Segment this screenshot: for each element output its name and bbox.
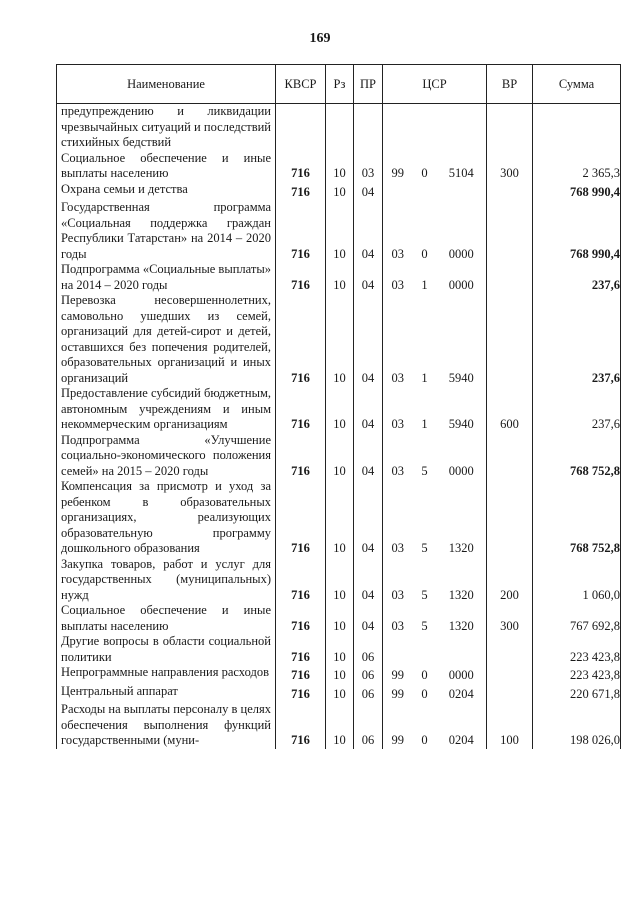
cell-kvsr: 716 xyxy=(276,634,326,665)
cell-vr xyxy=(487,104,533,151)
cell-name xyxy=(57,665,276,684)
cell-vr: 600 xyxy=(487,386,533,433)
cell-csr3: 1320 xyxy=(437,603,487,634)
cell-name xyxy=(57,557,276,604)
cell-csr3: 0000 xyxy=(437,262,487,293)
cell-kvsr: 716 xyxy=(276,684,326,703)
cell-rz: 10 xyxy=(326,293,354,386)
cell-kvsr: 716 xyxy=(276,386,326,433)
cell-csr3 xyxy=(437,634,487,665)
cell-kvsr: 716 xyxy=(276,479,326,557)
table-row xyxy=(57,182,621,201)
cell-csr2: 1 xyxy=(421,370,428,385)
cell-name xyxy=(57,684,276,703)
row-name-text: Подпрограмма «Социальные выплаты» на 2014 – 2020 годы xyxy=(61,262,271,292)
row-name-text: Социальное обеспечение и иные выплаты населению xyxy=(61,150,271,180)
cell-name xyxy=(57,479,276,557)
header-kvsr: КВСР xyxy=(276,65,326,104)
cell-csr3: 5940 xyxy=(437,293,487,386)
cell-csr2: 0 xyxy=(421,686,428,701)
cell-csr2: 1 xyxy=(421,417,428,431)
cell-rz: 10 xyxy=(326,200,354,262)
cell-kvsr: 716 xyxy=(276,262,326,293)
cell-sum: 768 752,8 xyxy=(533,479,621,557)
cell-csr2 xyxy=(413,104,437,151)
cell-sum: 223 423,8 xyxy=(533,665,621,684)
cell-vr: 300 xyxy=(487,151,533,182)
cell-rz: 10 xyxy=(326,262,354,293)
header-csr: ЦСР xyxy=(383,65,487,104)
cell-pr: 06 xyxy=(354,684,383,703)
cell-csr3: 0000 xyxy=(437,200,487,262)
cell-pr: 04 xyxy=(354,293,383,386)
cell-csr2: 5 xyxy=(421,541,428,555)
cell-csr1 xyxy=(383,182,413,201)
cell-csr2: 1 xyxy=(421,277,428,292)
table-row xyxy=(57,603,621,634)
cell-csr1: 03 xyxy=(383,557,413,604)
cell-csr2: 0 xyxy=(421,166,428,180)
cell-csr1: 99 xyxy=(383,684,413,703)
cell-csr3: 5104 xyxy=(437,151,487,182)
cell-name xyxy=(57,386,276,433)
cell-csr2: 0 xyxy=(421,668,428,682)
cell-sum: 768 752,8 xyxy=(533,433,621,480)
cell-pr xyxy=(354,104,383,151)
cell-name xyxy=(57,634,276,665)
header-pr: ПР xyxy=(354,65,383,104)
cell-csr3: 0204 xyxy=(437,684,487,703)
cell-vr xyxy=(487,479,533,557)
row-name-text: Перевозка несовершеннолетних, самовольно ушедших из семей, организаций для детей-сирот и детей, оставшихся без попечения родителей, образовательных организаций и иных организаций xyxy=(61,293,271,385)
row-name-text: предупреждению и ликвидации чрезвычайных ситуаций и последствий стихийных бедствий xyxy=(61,104,271,149)
cell-pr: 04 xyxy=(354,262,383,293)
cell-sum: 223 423,8 xyxy=(533,634,621,665)
cell-pr: 06 xyxy=(354,634,383,665)
cell-kvsr: 716 xyxy=(276,182,326,201)
cell-csr1 xyxy=(383,634,413,665)
table-row xyxy=(57,433,621,480)
cell-csr1: 03 xyxy=(383,293,413,386)
table-row xyxy=(57,634,621,665)
cell-csr3: 1320 xyxy=(437,479,487,557)
cell-name xyxy=(57,200,276,262)
cell-kvsr xyxy=(276,104,326,151)
cell-sum xyxy=(533,104,621,151)
header-rz: Рз xyxy=(326,65,354,104)
cell-rz: 10 xyxy=(326,684,354,703)
cell-rz: 10 xyxy=(326,665,354,684)
table-row xyxy=(57,200,621,262)
table-row xyxy=(57,665,621,684)
cell-rz: 10 xyxy=(326,433,354,480)
row-name-text: Охрана семьи и детства xyxy=(61,181,188,196)
cell-sum: 768 990,4 xyxy=(533,200,621,262)
cell-kvsr: 716 xyxy=(276,200,326,262)
cell-name xyxy=(57,262,276,293)
table-row xyxy=(57,684,621,703)
table-row xyxy=(57,293,621,386)
row-name-text: Предоставление субсидий бюджетным, автономным учреждениям и иным некоммерческим организациям xyxy=(61,386,271,431)
cell-csr3 xyxy=(437,104,487,151)
cell-vr: 100 xyxy=(487,702,533,749)
cell-rz: 10 xyxy=(326,634,354,665)
table-row xyxy=(57,104,621,151)
cell-sum: 767 692,8 xyxy=(533,603,621,634)
cell-csr1: 03 xyxy=(383,433,413,480)
table-row xyxy=(57,262,621,293)
cell-pr: 04 xyxy=(354,200,383,262)
table-row xyxy=(57,702,621,749)
cell-rz xyxy=(326,104,354,151)
cell-csr2 xyxy=(413,182,437,201)
header-sum: Сумма xyxy=(533,65,621,104)
row-name-text: Расходы на выплаты персоналу в целях обеспечения выполнения функций государственными (муни- xyxy=(61,702,271,747)
cell-csr1: 03 xyxy=(383,479,413,557)
cell-csr2: 0 xyxy=(421,246,428,261)
cell-vr xyxy=(487,433,533,480)
cell-pr: 04 xyxy=(354,182,383,201)
header-row xyxy=(57,65,621,104)
cell-csr1: 03 xyxy=(383,262,413,293)
cell-name xyxy=(57,182,276,201)
row-name-text: Подпрограмма «Улучшение социально-экономического положения семей» на 2015 – 2020 годы xyxy=(61,432,271,478)
cell-pr: 04 xyxy=(354,479,383,557)
row-name-text: Закупка товаров, работ и услуг для государственных (муниципальных) нужд xyxy=(61,556,271,602)
cell-pr: 03 xyxy=(354,151,383,182)
row-name-text: Социальное обеспечение и иные выплаты населению xyxy=(61,603,271,633)
cell-sum: 237,6 xyxy=(533,386,621,433)
header-name: Наименование xyxy=(57,65,276,104)
cell-pr: 04 xyxy=(354,603,383,634)
cell-vr xyxy=(487,634,533,665)
cell-vr xyxy=(487,684,533,703)
budget-table xyxy=(56,64,621,749)
cell-csr1: 03 xyxy=(383,200,413,262)
cell-vr: 300 xyxy=(487,603,533,634)
cell-csr1: 99 xyxy=(383,702,413,749)
cell-csr3: 0000 xyxy=(437,665,487,684)
cell-kvsr: 716 xyxy=(276,702,326,749)
cell-sum: 2 365,3 xyxy=(533,151,621,182)
cell-rz: 10 xyxy=(326,702,354,749)
cell-csr1: 03 xyxy=(383,603,413,634)
cell-kvsr: 716 xyxy=(276,665,326,684)
cell-csr3: 0000 xyxy=(437,433,487,480)
cell-rz: 10 xyxy=(326,603,354,634)
cell-rz: 10 xyxy=(326,151,354,182)
cell-csr1: 99 xyxy=(383,665,413,684)
row-name-text: Другие вопросы в области социальной политики xyxy=(61,634,271,664)
cell-csr3: 0204 xyxy=(437,702,487,749)
table-row xyxy=(57,557,621,604)
cell-rz: 10 xyxy=(326,386,354,433)
cell-name xyxy=(57,293,276,386)
cell-csr2: 5 xyxy=(421,463,428,478)
cell-pr: 06 xyxy=(354,665,383,684)
cell-csr2: 5 xyxy=(421,618,428,633)
cell-name xyxy=(57,104,276,151)
cell-kvsr: 716 xyxy=(276,557,326,604)
table-row xyxy=(57,479,621,557)
cell-csr2: 0 xyxy=(421,733,428,747)
cell-pr: 04 xyxy=(354,386,383,433)
cell-pr: 04 xyxy=(354,557,383,604)
cell-csr1: 99 xyxy=(383,151,413,182)
cell-sum: 768 990,4 xyxy=(533,182,621,201)
cell-rz: 10 xyxy=(326,479,354,557)
cell-vr xyxy=(487,200,533,262)
cell-sum: 237,6 xyxy=(533,293,621,386)
cell-name xyxy=(57,433,276,480)
row-name-text: Компенсация за присмотр и уход за ребенком в образовательных организациях, реализующих образовательную программу дошкольного образования xyxy=(61,479,271,555)
cell-vr: 200 xyxy=(487,557,533,604)
cell-vr xyxy=(487,293,533,386)
cell-csr2: 5 xyxy=(421,587,428,602)
cell-name xyxy=(57,702,276,749)
cell-sum: 1 060,0 xyxy=(533,557,621,604)
row-name-text: Непрограммные направления расходов xyxy=(61,665,269,679)
cell-pr: 04 xyxy=(354,433,383,480)
cell-name xyxy=(57,603,276,634)
cell-rz: 10 xyxy=(326,182,354,201)
cell-vr xyxy=(487,182,533,201)
table-row xyxy=(57,386,621,433)
table-row xyxy=(57,151,621,182)
cell-kvsr: 716 xyxy=(276,603,326,634)
cell-csr1 xyxy=(383,104,413,151)
row-name-text: Государственная программа «Социальная поддержка граждан Республики Татарстан» на 2014 – 2020 годы xyxy=(61,200,271,261)
page-number: 169 xyxy=(309,31,331,46)
cell-csr2 xyxy=(413,634,437,665)
cell-rz: 10 xyxy=(326,557,354,604)
cell-kvsr: 716 xyxy=(276,433,326,480)
cell-sum: 237,6 xyxy=(533,262,621,293)
cell-vr xyxy=(487,665,533,684)
cell-sum: 198 026,0 xyxy=(533,702,621,749)
cell-sum: 220 671,8 xyxy=(533,684,621,703)
cell-vr xyxy=(487,262,533,293)
cell-csr3: 1320 xyxy=(437,557,487,604)
cell-csr3: 5940 xyxy=(437,386,487,433)
cell-csr3 xyxy=(437,182,487,201)
cell-csr1: 03 xyxy=(383,386,413,433)
header-vr: ВР xyxy=(487,65,533,104)
cell-pr: 06 xyxy=(354,702,383,749)
row-name-text: Центральный аппарат xyxy=(61,683,178,698)
cell-kvsr: 716 xyxy=(276,293,326,386)
cell-kvsr: 716 xyxy=(276,151,326,182)
cell-name xyxy=(57,151,276,182)
